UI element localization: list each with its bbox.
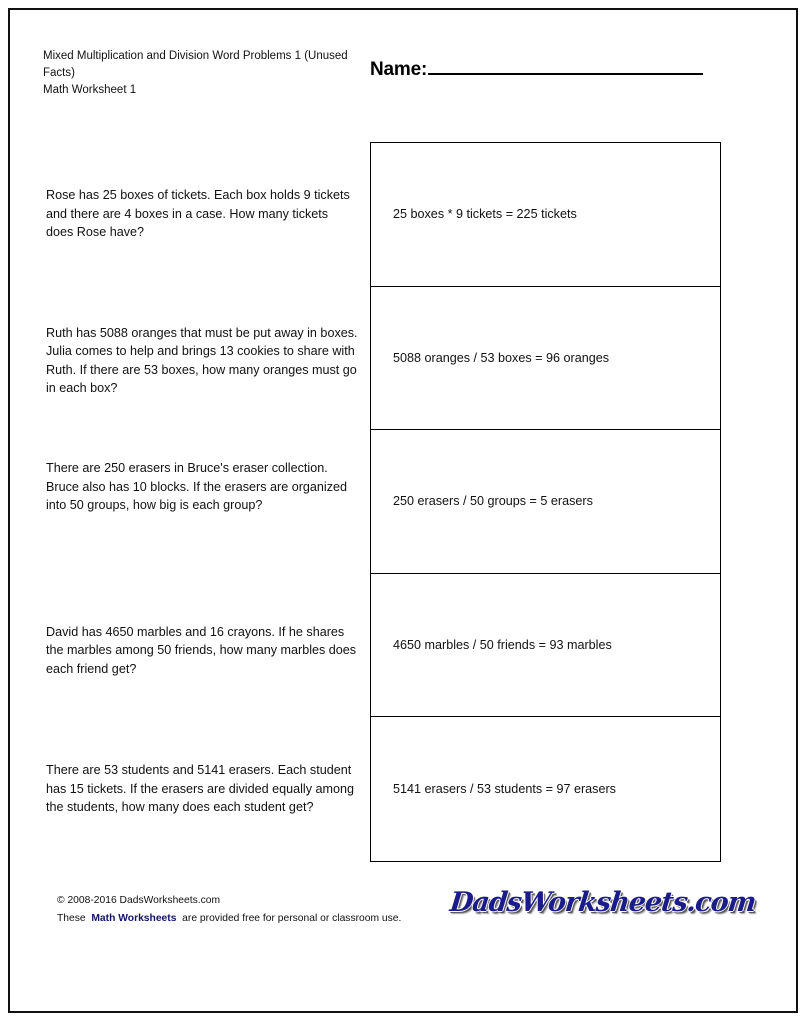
logo-text: DadsWorksheets.com xyxy=(448,886,758,918)
usage-notice-before: These xyxy=(57,912,86,924)
answer-text: 5088 oranges / 53 boxes = 96 oranges xyxy=(393,350,610,365)
answer-text: 250 erasers / 50 groups = 5 erasers xyxy=(393,494,593,509)
worksheet-page xyxy=(8,8,798,1013)
copyright-line: © 2008-2016 DadsWorksheets.com xyxy=(57,895,221,906)
usage-notice xyxy=(57,911,401,928)
math-worksheets-link[interactable]: Math Worksheets xyxy=(91,912,177,924)
usage-notice-after: are provided free for personal or classroom use. xyxy=(182,912,402,924)
dadsworksheets-logo[interactable] xyxy=(448,881,758,923)
answer-cell[interactable] xyxy=(371,430,720,574)
name-label: Name: xyxy=(370,59,428,80)
answer-grid xyxy=(370,142,721,862)
problem-list xyxy=(46,142,358,860)
problem-item xyxy=(46,286,358,430)
answer-text: 25 boxes * 9 tickets = 225 tickets xyxy=(393,207,577,222)
answer-cell[interactable] xyxy=(371,574,720,718)
problem-item xyxy=(46,716,358,860)
answer-text: 4650 marbles / 50 friends = 93 marbles xyxy=(393,638,612,653)
problem-prompt: There are 250 erasers in Bruce's eraser collection. Bruce also has 10 blocks. If the erasers are organized into 50 groups, how big is each group? xyxy=(46,461,348,513)
worksheet-footer xyxy=(10,861,796,1011)
problem-prompt: There are 53 students and 5141 erasers. Each student has 15 tickets. If the erasers are divided equally among the students, how many does each student get? xyxy=(46,763,355,815)
answer-cell[interactable] xyxy=(371,287,720,431)
answer-cell[interactable] xyxy=(371,717,720,861)
problem-prompt: Ruth has 5088 oranges that must be put away in boxes. Julia comes to help and brings 13 cookies to share with Ruth. If there are 53 boxes, how many oranges must go in each box? xyxy=(46,325,358,396)
page-title: Mixed Multiplication and Division Word Problems 1 (Unused Facts) xyxy=(43,50,348,79)
worksheet-subtitle: Math Worksheet 1 xyxy=(43,84,137,96)
problem-item xyxy=(46,429,358,573)
answer-text: 5141 erasers / 53 students = 97 erasers xyxy=(393,782,616,797)
problem-prompt: David has 4650 marbles and 16 crayons. If he shares the marbles among 50 friends, how many marbles does each friend get? xyxy=(46,624,357,676)
problem-item xyxy=(46,142,358,286)
copyright-block xyxy=(57,893,401,927)
answer-cell[interactable] xyxy=(371,143,720,287)
problem-prompt: Rose has 25 boxes of tickets. Each box holds 9 tickets and there are 4 boxes in a case. How many tickets does Rose have? xyxy=(46,188,350,239)
problem-item xyxy=(46,573,358,717)
